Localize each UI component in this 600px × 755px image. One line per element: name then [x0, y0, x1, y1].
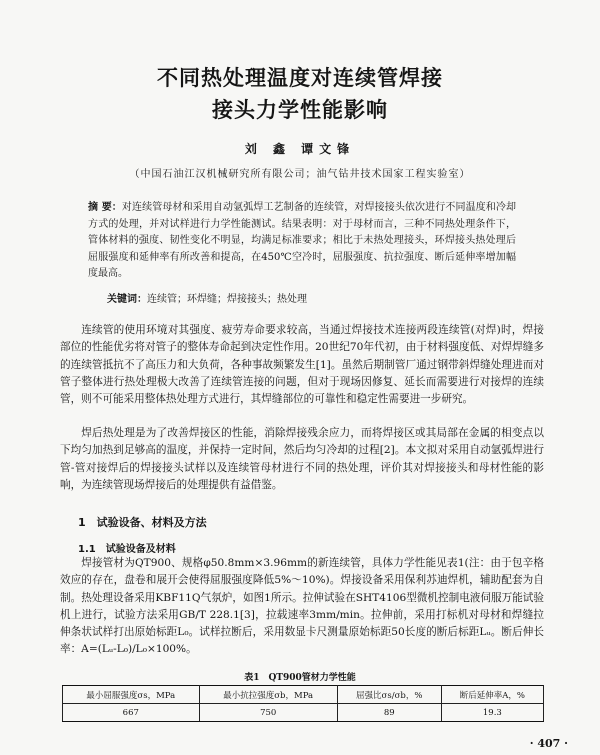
table-header-cell: 屈强比σs/σb，%	[337, 686, 441, 704]
affiliation: （中国石油江汉机械研究所有限公司；油气钻井技术国家工程实验室）	[129, 169, 471, 180]
table-cell: 750	[199, 704, 337, 722]
authors: 刘 鑫 谭文锋	[244, 142, 356, 156]
properties-table	[62, 685, 544, 722]
table-header-row	[63, 686, 544, 704]
abstract-label: 摘 要：	[88, 202, 122, 213]
table-header-cell: 最小屈服强度σs，MPa	[63, 686, 200, 704]
abstract-text: 对连续管母材和采用自动氩弧焊工艺制备的连续管，对焊接接头依次进行不同温度和冷却方式的处理，并对试样进行力学性能测试。结果表明：对于母材而言，三种不同热处理条件下，管体材料的强度、韧性变化不明显，均满足标准要求；相比于未热处理接头，环焊接头热处理后屈服强度和延伸率有所改善和提高，在450℃空冷时，屈服强度、抗拉强度、断后延伸率增加幅度最高。	[88, 202, 517, 280]
table-caption: 表1 QT900管材力学性能	[244, 673, 356, 683]
table-cell: 89	[337, 704, 441, 722]
page-number: · 407 ·	[529, 737, 568, 750]
body-paragraph-2: 焊后热处理是为了改善焊接区的性能，消除焊接残余应力，而将焊接区或其局部在金属的相变点以下均匀加热到足够高的温度，并保持一定时间，然后均匀冷却的过程[2]。本文拟对采用自动氩弧焊进行管-管对接焊后的焊接接头试样以及连续管母材进行不同的热处理，评价其对焊接接头和母材性能的影响，为连续管现场焊接后的处理提供有益借鉴。	[60, 427, 544, 491]
table-header-cell: 最小抗拉强度σb，MPa	[199, 686, 337, 704]
table-row	[63, 704, 544, 722]
paper-title-line1: 不同热处理温度对连续管焊接	[157, 66, 443, 90]
paper-title-line2: 接头力学性能影响	[212, 98, 388, 122]
table-cell: 667	[63, 704, 200, 722]
table-header-cell: 断后延伸率A，%	[441, 686, 543, 704]
table-cell: 19.3	[441, 704, 543, 722]
body-paragraph-1: 连续管的使用环境对其强度、疲劳寿命要求较高，当通过焊接技术连接两段连续管(对焊)时，焊接部位的性能优劣将对管子的整体寿命起到决定性作用。20世纪70年代初，由于材料强度低、对焊焊缝多的连续管抵抗不了高压力和大负荷，各种事故频繁发生[1]。虽然后期制管厂通过钢带斜焊缝处理进而对管子整体进行热处理极大改善了连续管连接的问题，但对于现场因修复、延长而需要进行对接焊的连续管，则不可能采用整体热处理方式进行，其焊缝部位的可靠性和稳定性需要进一步研究。	[60, 324, 544, 406]
keywords-text: 连续管；环焊缝；焊接接头；热处理	[147, 294, 307, 305]
section-heading-1: 1 试验设备、材料及方法	[78, 516, 207, 529]
keywords	[107, 290, 307, 305]
keywords-label: 关键词：	[107, 294, 147, 305]
body-paragraph-3: 焊接管材为QT900、规格φ50.8mm×3.96mm的新连续管，具体力学性能见表1(注：由于包辛格效应的存在，盘卷和展开会使得屈服强度降低5%～10%)。焊接设备采用保利苏迪焊机，辅助配套为自制。热处理设备采用KBF11Q气氛炉，如图1所示。拉伸试验在SHT4106型微机控制电液伺服万能试验机上进行，试验方法采用GB/T 228.1[3]，拉载速率3mm/min。拉伸前，采用打标机对母材和焊缝拉伸条状试样打出原始标距L₀。试样拉断后，采用数显卡尺测量原始标距50长度的断后标距Lᵤ。断后伸长率：A=(Lᵤ-L₀)/L₀×100%。	[60, 557, 544, 656]
abstract	[88, 200, 516, 283]
section-heading-1-1: 1.1 试验设备及材料	[78, 544, 176, 555]
